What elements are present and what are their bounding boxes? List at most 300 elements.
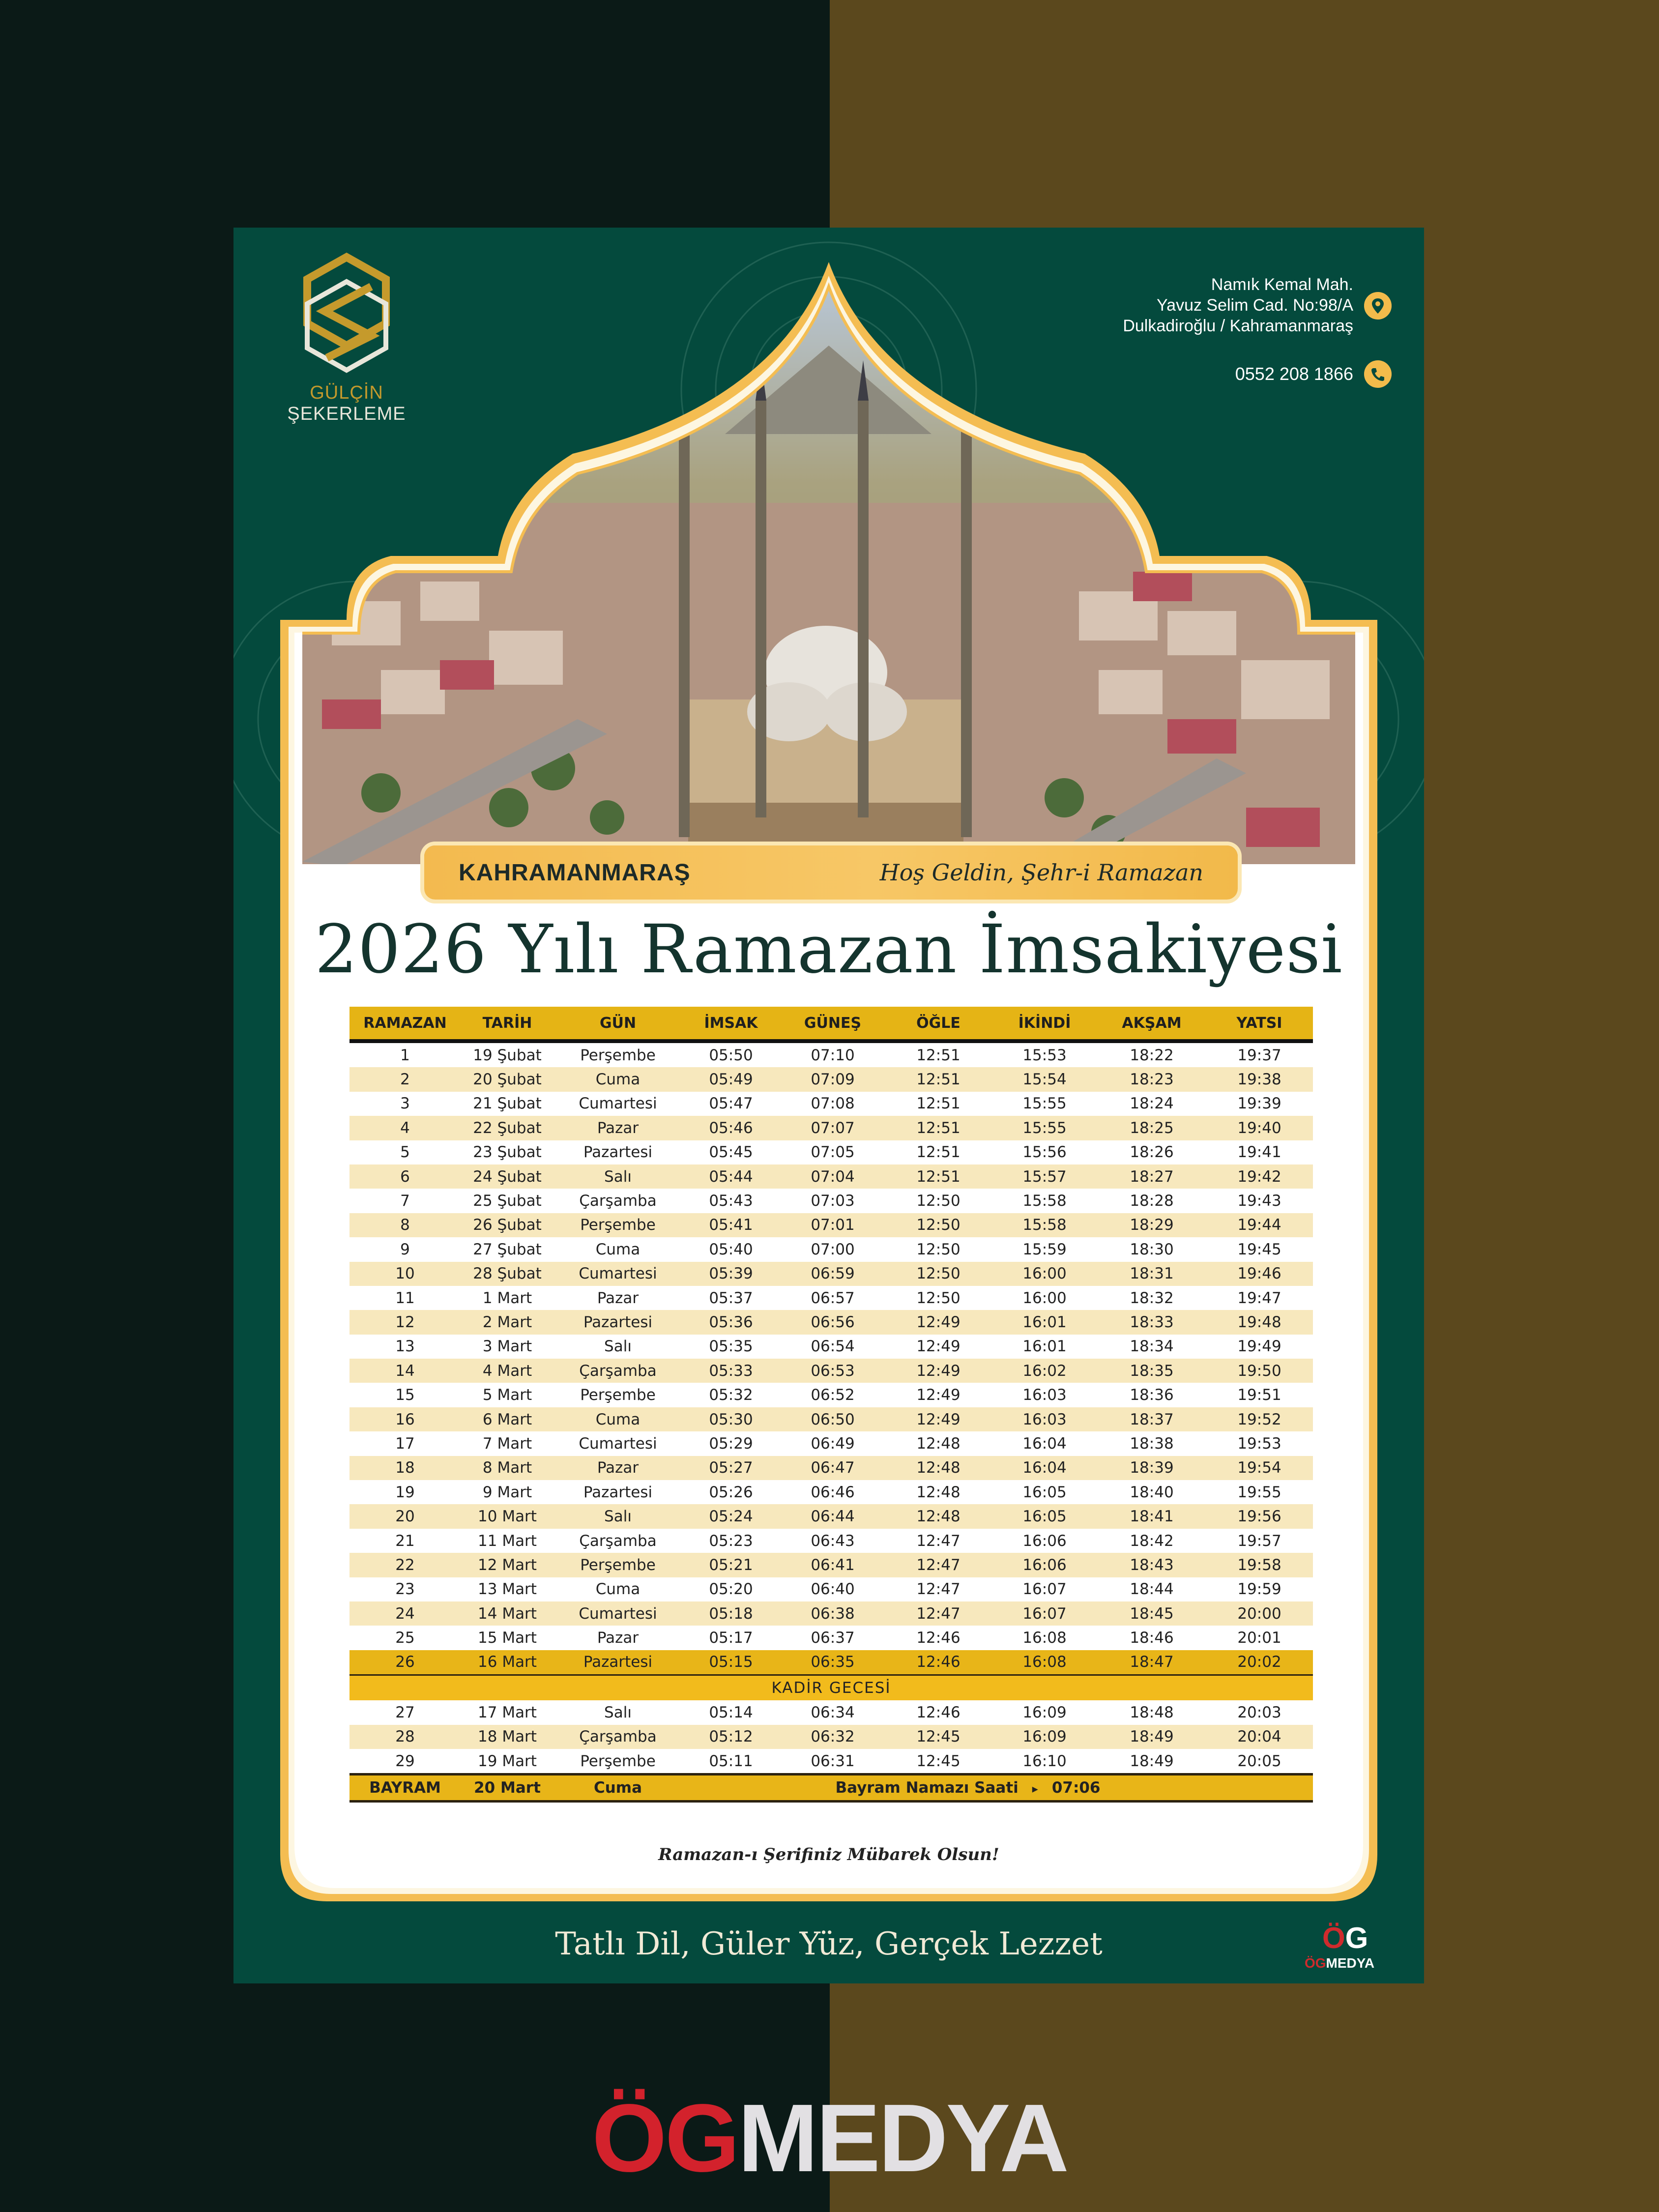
table-cell: 15:53 [991, 1041, 1098, 1067]
table-cell: 16:03 [991, 1407, 1098, 1431]
table-cell: 12:50 [885, 1262, 991, 1286]
table-cell: 15:55 [991, 1092, 1098, 1116]
table-cell: 18:33 [1098, 1310, 1206, 1334]
table-row [349, 1577, 1313, 1601]
table-cell: 19:45 [1206, 1237, 1313, 1261]
table-cell: 16 [349, 1407, 461, 1431]
table-cell: 4 [349, 1116, 461, 1140]
table-cell: 16:05 [991, 1480, 1098, 1504]
table-cell: 20:01 [1206, 1626, 1313, 1650]
table-cell: 19:53 [1206, 1431, 1313, 1455]
table-cell: 10 Mart [461, 1504, 554, 1528]
footer-logo-og: ÖG [592, 2084, 738, 2192]
table-cell: 16:04 [991, 1456, 1098, 1480]
ogmedya-small-logo [1303, 1921, 1376, 1975]
table-cell: Çarşamba [554, 1529, 682, 1553]
table-cell: 18:44 [1098, 1577, 1206, 1601]
table-cell: 06:56 [780, 1310, 885, 1334]
table-cell: Çarşamba [554, 1189, 682, 1213]
table-cell: 05:44 [682, 1164, 780, 1189]
table-cell: 16:06 [991, 1529, 1098, 1553]
table-cell: Cumartesi [554, 1262, 682, 1286]
table-cell: 19:37 [1206, 1041, 1313, 1067]
table-cell: 12:46 [885, 1700, 991, 1724]
table-row [349, 1041, 1313, 1067]
table-row [349, 1164, 1313, 1189]
kadir-gecesi-row [349, 1675, 1313, 1701]
table-row [349, 1749, 1313, 1775]
table-cell: 19:58 [1206, 1553, 1313, 1577]
table-cell: 22 Şubat [461, 1116, 554, 1140]
table-cell: 26 Şubat [461, 1213, 554, 1237]
table-cell: Pazartesi [554, 1140, 682, 1164]
table-cell: 19:54 [1206, 1456, 1313, 1480]
table-cell: 06:35 [780, 1650, 885, 1675]
bayram-prayer-time-value: 07:06 [1051, 1779, 1101, 1797]
table-cell: 19:38 [1206, 1067, 1313, 1091]
table-cell: 12:51 [885, 1041, 991, 1067]
table-row [349, 1529, 1313, 1553]
table-cell: 05:23 [682, 1529, 780, 1553]
table-cell: 12:47 [885, 1577, 991, 1601]
table-cell: Salı [554, 1700, 682, 1724]
table-cell: 7 [349, 1189, 461, 1213]
table-cell: 18:46 [1098, 1626, 1206, 1650]
table-row [349, 1262, 1313, 1286]
og-wordmark [1303, 1955, 1376, 1971]
table-cell: 26 [349, 1650, 461, 1675]
table-cell: 18:26 [1098, 1140, 1206, 1164]
table-cell: 19:48 [1206, 1310, 1313, 1334]
table-cell: 05:45 [682, 1140, 780, 1164]
table-cell: Cumartesi [554, 1092, 682, 1116]
table-row [349, 1213, 1313, 1237]
table-cell: 12:49 [885, 1407, 991, 1431]
table-cell: 19:47 [1206, 1286, 1313, 1310]
table-cell: 18:41 [1098, 1504, 1206, 1528]
table-cell: 12 Mart [461, 1553, 554, 1577]
table-row [349, 1237, 1313, 1261]
table-cell: 22 [349, 1553, 461, 1577]
table-cell: 05:18 [682, 1601, 780, 1626]
table-row [349, 1504, 1313, 1528]
address-line: Namık Kemal Mah. [1211, 275, 1353, 294]
table-cell: 2 Mart [461, 1310, 554, 1334]
table-row [349, 1359, 1313, 1383]
table-cell: 07:03 [780, 1189, 885, 1213]
table-cell: 15 Mart [461, 1626, 554, 1650]
table-cell: 12:48 [885, 1431, 991, 1455]
table-cell: Pazar [554, 1626, 682, 1650]
table-cell: 07:04 [780, 1164, 885, 1189]
table-cell: 18:42 [1098, 1529, 1206, 1553]
table-cell: 18:40 [1098, 1480, 1206, 1504]
table-cell: 14 [349, 1359, 461, 1383]
table-cell: 16:03 [991, 1383, 1098, 1407]
table-cell: 19 [349, 1480, 461, 1504]
table-cell: 18:29 [1098, 1213, 1206, 1237]
table-cell: Perşembe [554, 1749, 682, 1775]
table-cell: 06:49 [780, 1431, 885, 1455]
table-cell: 18 [349, 1456, 461, 1480]
table-cell: 15 [349, 1383, 461, 1407]
table-cell: 20 [349, 1504, 461, 1528]
table-cell: 05:20 [682, 1577, 780, 1601]
og-mark-g: G [1345, 1921, 1368, 1954]
table-cell: Cumartesi [554, 1601, 682, 1626]
table-cell: Cuma [554, 1237, 682, 1261]
og-mark-o: Ö [1322, 1921, 1345, 1954]
table-cell: 8 [349, 1213, 461, 1237]
table-row [349, 1456, 1313, 1480]
table-cell: 19:43 [1206, 1189, 1313, 1213]
table-cell: 16:10 [991, 1749, 1098, 1775]
table-cell: Perşembe [554, 1041, 682, 1067]
table-cell: Pazar [554, 1456, 682, 1480]
table-cell: 05:35 [682, 1335, 780, 1359]
table-cell: 12:51 [885, 1116, 991, 1140]
table-cell: 06:47 [780, 1456, 885, 1480]
table-cell: 18:49 [1098, 1749, 1206, 1775]
bayram-day: Cuma [554, 1775, 682, 1802]
table-cell: 05:37 [682, 1286, 780, 1310]
table-cell: 05:46 [682, 1116, 780, 1140]
table-cell: 05:12 [682, 1725, 780, 1749]
table-cell: 9 [349, 1237, 461, 1261]
arrow-icon: ▸ [1032, 1782, 1038, 1796]
table-cell: 16:00 [991, 1286, 1098, 1310]
column-header: GÜN [554, 1007, 682, 1041]
table-cell: 1 [349, 1041, 461, 1067]
table-cell: 12 [349, 1310, 461, 1334]
table-cell: 19:49 [1206, 1335, 1313, 1359]
table-cell: 16:07 [991, 1577, 1098, 1601]
table-cell: 16:01 [991, 1335, 1098, 1359]
og-mark [1322, 1921, 1368, 1955]
table-cell: 12:47 [885, 1529, 991, 1553]
table-cell: 13 Mart [461, 1577, 554, 1601]
table-cell: 19 Mart [461, 1749, 554, 1775]
table-cell: 05:24 [682, 1504, 780, 1528]
table-cell: 05:50 [682, 1041, 780, 1067]
table-cell: 18:45 [1098, 1601, 1206, 1626]
table-cell: 16:07 [991, 1601, 1098, 1626]
table-cell: 16:08 [991, 1650, 1098, 1675]
table-row [349, 1116, 1313, 1140]
address-line: Dulkadiroğlu / Kahramanmaraş [1123, 317, 1353, 335]
table-cell: 24 Şubat [461, 1164, 554, 1189]
table-cell: 2 [349, 1067, 461, 1091]
table-cell: 06:37 [780, 1626, 885, 1650]
blessing-text: Ramazan-ı Şerifiniz Mübarek Olsun! [658, 1845, 999, 1864]
table-cell: 20:02 [1206, 1650, 1313, 1675]
table-cell: 4 Mart [461, 1359, 554, 1383]
table-cell: 16:09 [991, 1725, 1098, 1749]
table-cell: 06:57 [780, 1286, 885, 1310]
table-cell: 18:25 [1098, 1116, 1206, 1140]
table-cell: 18:49 [1098, 1725, 1206, 1749]
table-row [349, 1553, 1313, 1577]
table-cell: 05:30 [682, 1407, 780, 1431]
table-cell: 18:38 [1098, 1431, 1206, 1455]
table-cell: 12:51 [885, 1164, 991, 1189]
table-cell: 15:54 [991, 1067, 1098, 1091]
table-cell: 19:50 [1206, 1359, 1313, 1383]
table-cell: 12:48 [885, 1456, 991, 1480]
table-cell: 15:55 [991, 1116, 1098, 1140]
table-row [349, 1480, 1313, 1504]
table-cell: 6 Mart [461, 1407, 554, 1431]
table-cell: 16:09 [991, 1700, 1098, 1724]
table-cell: 12:49 [885, 1383, 991, 1407]
table-cell: 05:14 [682, 1700, 780, 1724]
footer-logo-medya: MEDYA [738, 2084, 1067, 2192]
table-cell: 07:08 [780, 1092, 885, 1116]
table-cell: 07:09 [780, 1067, 885, 1091]
table-cell: Pazar [554, 1116, 682, 1140]
table-cell: 16:06 [991, 1553, 1098, 1577]
column-header: ÖĞLE [885, 1007, 991, 1041]
table-cell: 16 Mart [461, 1650, 554, 1675]
table-cell: Cumartesi [554, 1431, 682, 1455]
ogmedya-footer-logo [0, 2084, 1659, 2192]
table-cell: 13 [349, 1335, 461, 1359]
table-cell: 18:34 [1098, 1335, 1206, 1359]
table-cell: 9 Mart [461, 1480, 554, 1504]
brand-name-part1: GÜLÇİN [310, 382, 383, 403]
table-cell: 3 [349, 1092, 461, 1116]
table-cell: 05:32 [682, 1383, 780, 1407]
table-cell: 15:56 [991, 1140, 1098, 1164]
table-cell: 17 Mart [461, 1700, 554, 1724]
table-cell: Salı [554, 1164, 682, 1189]
table-cell: 05:33 [682, 1359, 780, 1383]
column-header: GÜNEŞ [780, 1007, 885, 1041]
table-cell: 05:27 [682, 1456, 780, 1480]
city-name: KAHRAMANMARAŞ [459, 860, 691, 886]
table-cell: 07:00 [780, 1237, 885, 1261]
column-header: AKŞAM [1098, 1007, 1206, 1041]
table-cell: 18:24 [1098, 1092, 1206, 1116]
bayram-row [349, 1775, 1313, 1802]
table-cell: 18:30 [1098, 1237, 1206, 1261]
table-cell: 12:50 [885, 1213, 991, 1237]
phone-number: 0552 208 1866 [1235, 364, 1353, 384]
table-cell: 12:50 [885, 1286, 991, 1310]
table-cell: 10 [349, 1262, 461, 1286]
table-row [349, 1310, 1313, 1334]
table-cell: 18:32 [1098, 1286, 1206, 1310]
table-cell: Cuma [554, 1577, 682, 1601]
table-cell: 20:03 [1206, 1700, 1313, 1724]
table-cell: 06:53 [780, 1359, 885, 1383]
table-cell: 06:59 [780, 1262, 885, 1286]
table-cell: 12:50 [885, 1189, 991, 1213]
table-cell: 05:11 [682, 1749, 780, 1775]
table-cell: 07:10 [780, 1041, 885, 1067]
table-row [349, 1431, 1313, 1455]
table-cell: Pazartesi [554, 1310, 682, 1334]
table-cell: 12:51 [885, 1092, 991, 1116]
table-cell: 12:49 [885, 1310, 991, 1334]
table-cell: 6 [349, 1164, 461, 1189]
table-cell: 18:43 [1098, 1553, 1206, 1577]
table-cell: Salı [554, 1335, 682, 1359]
table-cell: 12:49 [885, 1335, 991, 1359]
table-cell: 06:46 [780, 1480, 885, 1504]
table-cell: 16:05 [991, 1504, 1098, 1528]
bayram-prayer-label: Bayram Namazı Saati [835, 1779, 1019, 1797]
table-cell: Perşembe [554, 1383, 682, 1407]
table-cell: 06:52 [780, 1383, 885, 1407]
table-cell: 05:39 [682, 1262, 780, 1286]
table-row [349, 1700, 1313, 1724]
table-cell: 20 Şubat [461, 1067, 554, 1091]
table-cell: 19:59 [1206, 1577, 1313, 1601]
table-cell: 12:47 [885, 1553, 991, 1577]
table-cell: 15:59 [991, 1237, 1098, 1261]
table-cell: Pazartesi [554, 1650, 682, 1675]
table-header-row [349, 1007, 1313, 1041]
table-cell: 05:17 [682, 1626, 780, 1650]
table-row [349, 1626, 1313, 1650]
table-cell: 1 Mart [461, 1286, 554, 1310]
banner-greeting: Hoş Geldin, Şehr-i Ramazan [879, 859, 1203, 886]
og-wordmark-b: MEDYA [1326, 1955, 1375, 1971]
table-cell: Pazar [554, 1286, 682, 1310]
table-cell: 05:36 [682, 1310, 780, 1334]
table-row [349, 1189, 1313, 1213]
table-cell: 05:15 [682, 1650, 780, 1675]
table-cell: 27 Şubat [461, 1237, 554, 1261]
column-header: RAMAZAN [349, 1007, 461, 1041]
table-cell: 20:04 [1206, 1725, 1313, 1749]
table-cell: 06:43 [780, 1529, 885, 1553]
table-cell: 12:49 [885, 1359, 991, 1383]
imsakiye-poster [233, 228, 1424, 1983]
bayram-prayer-time [682, 1775, 1313, 1802]
table-cell: 25 [349, 1626, 461, 1650]
table-cell: 15:57 [991, 1164, 1098, 1189]
table-cell: 05:41 [682, 1213, 780, 1237]
city-banner [424, 845, 1238, 900]
table-cell: 12:46 [885, 1650, 991, 1675]
table-cell: 19:41 [1206, 1140, 1313, 1164]
table-cell: 18 Mart [461, 1725, 554, 1749]
table-cell: 27 [349, 1700, 461, 1724]
table-cell: 12:48 [885, 1504, 991, 1528]
table-cell: 21 Şubat [461, 1092, 554, 1116]
column-header: İMSAK [682, 1007, 780, 1041]
table-cell: 29 [349, 1749, 461, 1775]
table-cell: 24 [349, 1601, 461, 1626]
table-row [349, 1067, 1313, 1091]
table-cell: 19:52 [1206, 1407, 1313, 1431]
table-cell: Perşembe [554, 1213, 682, 1237]
table-cell: 19 Şubat [461, 1041, 554, 1067]
page-title: 2026 Yılı Ramazan İmsakiyesi [315, 911, 1343, 989]
table-cell: 05:21 [682, 1553, 780, 1577]
imsakiye-table [349, 1007, 1313, 1803]
table-cell: 19:39 [1206, 1092, 1313, 1116]
table-cell: 18:31 [1098, 1262, 1206, 1286]
table-cell: 23 Şubat [461, 1140, 554, 1164]
table-row [349, 1092, 1313, 1116]
table-row [349, 1407, 1313, 1431]
table-cell: 19:51 [1206, 1383, 1313, 1407]
brand-name-part2: ŞEKERLEME [287, 404, 406, 424]
table-row [349, 1335, 1313, 1359]
table-cell: 07:05 [780, 1140, 885, 1164]
og-wordmark-a: ÖG [1304, 1955, 1326, 1971]
table-cell: 15:58 [991, 1213, 1098, 1237]
column-header: İKİNDİ [991, 1007, 1098, 1041]
column-header: TARİH [461, 1007, 554, 1041]
table-cell: 19:46 [1206, 1262, 1313, 1286]
table-cell: 05:49 [682, 1067, 780, 1091]
table-cell: 12:47 [885, 1601, 991, 1626]
table-cell: 12:45 [885, 1749, 991, 1775]
table-cell: 12:50 [885, 1237, 991, 1261]
table-cell: 23 [349, 1577, 461, 1601]
bayram-label: BAYRAM [349, 1775, 461, 1802]
table-cell: 18:28 [1098, 1189, 1206, 1213]
bayram-date: 20 Mart [461, 1775, 554, 1802]
table-cell: 21 [349, 1529, 461, 1553]
table-cell: 12:46 [885, 1626, 991, 1650]
table-cell: 18:48 [1098, 1700, 1206, 1724]
table-cell: 19:57 [1206, 1529, 1313, 1553]
table-cell: 11 [349, 1286, 461, 1310]
table-cell: 18:39 [1098, 1456, 1206, 1480]
table-cell: 8 Mart [461, 1456, 554, 1480]
address-line: Yavuz Selim Cad. No:98/A [1157, 296, 1353, 315]
table-cell: 05:47 [682, 1092, 780, 1116]
table-cell: 14 Mart [461, 1601, 554, 1626]
table-cell: 12:51 [885, 1140, 991, 1164]
table-cell: 19:55 [1206, 1480, 1313, 1504]
table-row [349, 1383, 1313, 1407]
table-row [349, 1650, 1313, 1675]
column-header: YATSI [1206, 1007, 1313, 1041]
table-cell: 18:36 [1098, 1383, 1206, 1407]
table-cell: 05:40 [682, 1237, 780, 1261]
table-cell: 07:01 [780, 1213, 885, 1237]
table-cell: 18:37 [1098, 1407, 1206, 1431]
table-cell: 06:54 [780, 1335, 885, 1359]
table-cell: 19:42 [1206, 1164, 1313, 1189]
table-cell: Çarşamba [554, 1359, 682, 1383]
table-cell: 17 [349, 1431, 461, 1455]
table-cell: 19:44 [1206, 1213, 1313, 1237]
table-cell: 12:51 [885, 1067, 991, 1091]
table-cell: Salı [554, 1504, 682, 1528]
table-cell: 18:47 [1098, 1650, 1206, 1675]
table-cell: 25 Şubat [461, 1189, 554, 1213]
table-cell: 15:58 [991, 1189, 1098, 1213]
table-cell: 05:26 [682, 1480, 780, 1504]
table-row [349, 1286, 1313, 1310]
table-cell: Pazartesi [554, 1480, 682, 1504]
table-cell: 19:56 [1206, 1504, 1313, 1528]
table-cell: 06:38 [780, 1601, 885, 1626]
table-cell: 18:23 [1098, 1067, 1206, 1091]
table-cell: 7 Mart [461, 1431, 554, 1455]
table-cell: 06:50 [780, 1407, 885, 1431]
table-cell: Cuma [554, 1407, 682, 1431]
table-cell: 07:07 [780, 1116, 885, 1140]
table-cell: 19:40 [1206, 1116, 1313, 1140]
